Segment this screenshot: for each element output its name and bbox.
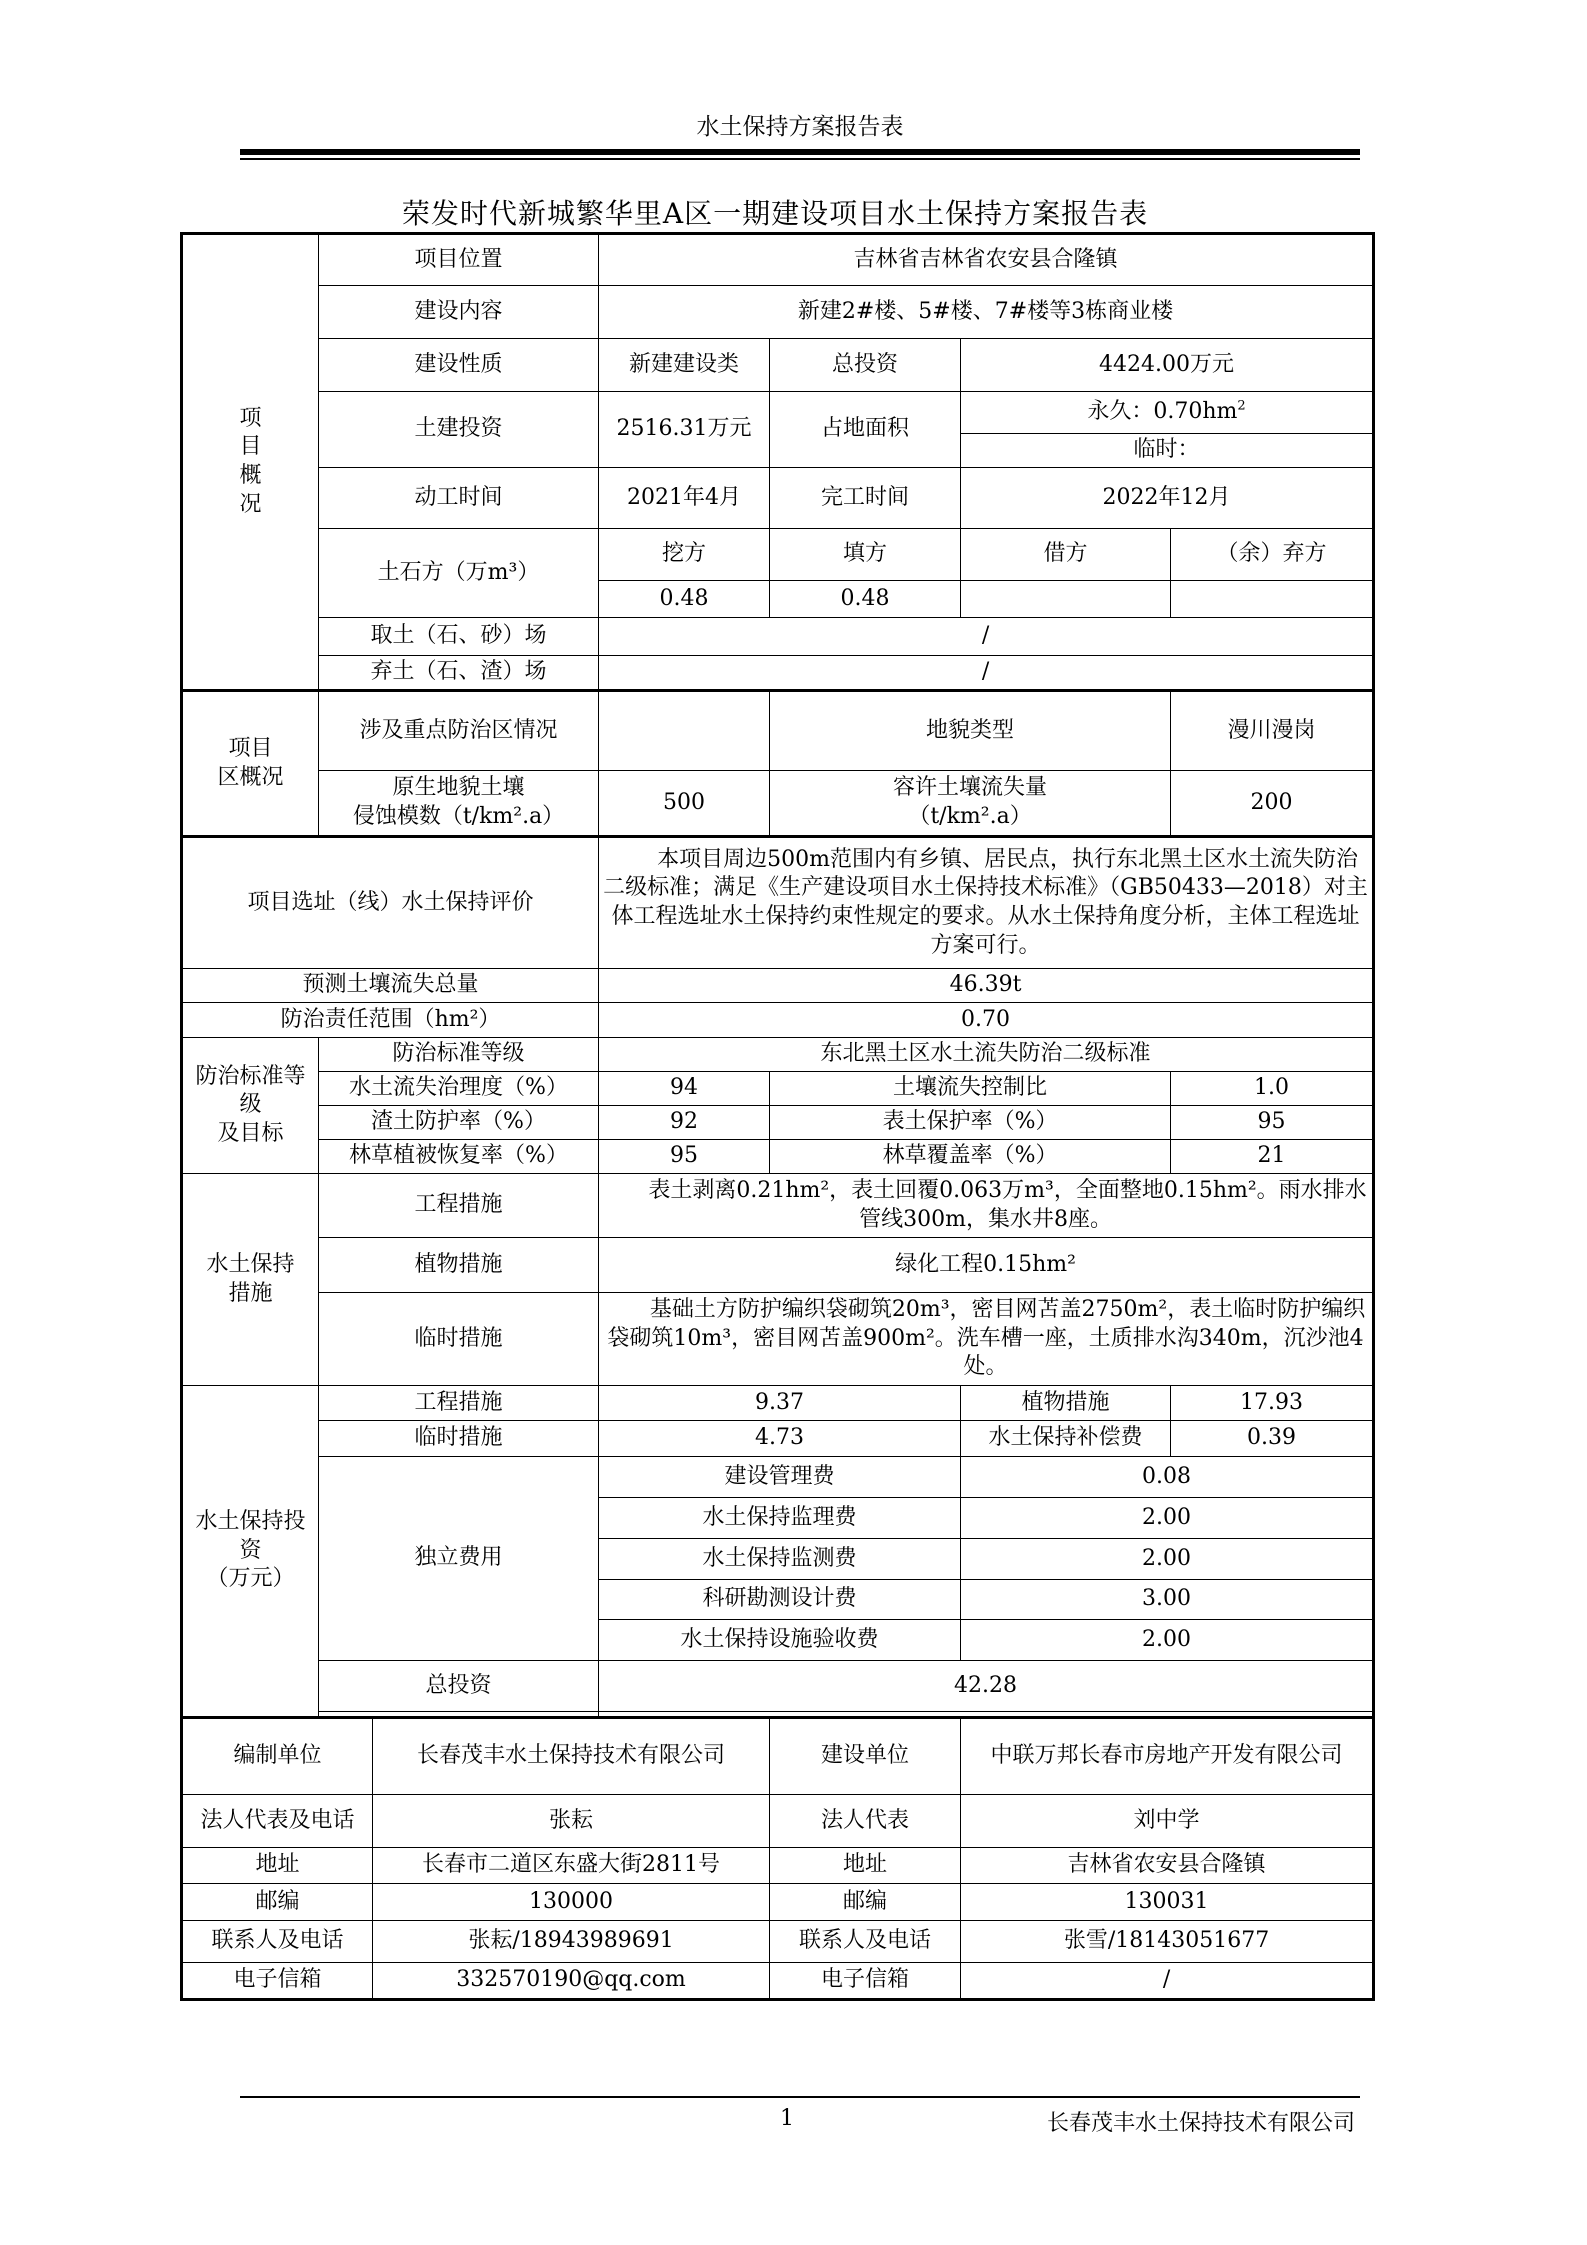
spoil-site-label: 弃土（石、渣）场 xyxy=(319,656,599,691)
allowable-loss-label: 容许土壤流失量 （t/km².a） xyxy=(770,771,1171,837)
running-header: 水土保持方案报告表 xyxy=(696,114,904,140)
target-label: 林草覆盖率（%） xyxy=(770,1140,1171,1174)
landform-label: 地貌类型 xyxy=(770,691,1171,771)
responsibility-value: 0.70 xyxy=(599,1003,1374,1038)
target-value: 95 xyxy=(599,1140,770,1174)
target-value: 95 xyxy=(1171,1106,1374,1140)
row-responsibility xyxy=(182,1003,1374,1038)
indep-fee-label: 独立费用 xyxy=(319,1457,599,1661)
total-invest-value: 4424.00万元 xyxy=(961,339,1374,392)
row-borrow-site xyxy=(182,618,1374,656)
target-label: 土壤流失控制比 xyxy=(770,1072,1171,1106)
indep-item-value: 0.08 xyxy=(961,1457,1374,1498)
overview-section-label: 项 目 概 况 xyxy=(182,234,319,691)
total-invest-label: 总投资 xyxy=(770,339,961,392)
row-site-eval xyxy=(182,837,1374,969)
cut-label: 挖方 xyxy=(599,529,770,581)
builder-label: 建设单位 xyxy=(770,1718,961,1795)
row-zip xyxy=(182,1884,1374,1921)
contact-value: 张雪/18143051677 xyxy=(961,1921,1374,1963)
plant-measure-text: 绿化工程0.15hm² xyxy=(599,1238,1374,1293)
row-units xyxy=(182,1718,1374,1795)
row-civil-invest xyxy=(182,392,1374,434)
spoil-value xyxy=(1171,581,1374,618)
end-label: 完工时间 xyxy=(770,468,961,529)
target-value: 92 xyxy=(599,1106,770,1140)
spoil-label: （余）弃方 xyxy=(1171,529,1374,581)
rep-label: 法人代表 xyxy=(770,1795,961,1848)
email-label: 电子信箱 xyxy=(770,1963,961,2000)
email-label: 电子信箱 xyxy=(182,1963,373,2000)
land-permanent: 永久：$0.70hm^2$ xyxy=(961,392,1374,434)
standard-label: 防治标准等级 xyxy=(319,1038,599,1072)
borrow-site-label: 取土（石、砂）场 xyxy=(319,618,599,656)
key-zone-value xyxy=(599,691,770,771)
row-plant-measure xyxy=(182,1238,1374,1293)
eng-measure-text: 表土剥离0.21hm²，表土回覆0.063万m³，全面整地0.15hm²。雨水排水管线300m，集水井8座。 xyxy=(599,1174,1374,1238)
row-forecast xyxy=(182,969,1374,1003)
indep-item-label: 科研勘测设计费 xyxy=(599,1580,961,1620)
report-table xyxy=(180,232,1375,2001)
indep-item-value: 2.00 xyxy=(961,1498,1374,1539)
contact-label: 联系人及电话 xyxy=(770,1921,961,1963)
row-temp-measure xyxy=(182,1293,1374,1386)
row-earthwork-head xyxy=(182,529,1374,581)
document-title: 荣发时代新城繁华里A区一期建设项目水土保持方案报告表 xyxy=(401,197,1149,230)
end-value: 2022年12月 xyxy=(961,468,1374,529)
rep-phone-value: 张耘 xyxy=(373,1795,770,1848)
target-label: 水土流失治理度（%） xyxy=(319,1072,599,1106)
total-invest-label: 总投资 xyxy=(319,1661,599,1712)
email-value: 332570190@qq.com xyxy=(373,1963,770,2000)
row-legal-rep xyxy=(182,1795,1374,1848)
start-label: 动工时间 xyxy=(319,468,599,529)
header-rule-thin xyxy=(240,158,1360,160)
responsibility-label: 防治责任范围（hm²） xyxy=(182,1003,599,1038)
compiler-value: 长春茂丰水土保持技术有限公司 xyxy=(373,1718,770,1795)
address-label: 地址 xyxy=(182,1848,373,1884)
row-nature xyxy=(182,339,1374,392)
row-key-zone xyxy=(182,691,1374,771)
row-total-invest xyxy=(182,1661,1374,1712)
spoil-site-value: / xyxy=(599,656,1374,691)
footer-rule xyxy=(240,2096,1360,2098)
earthwork-label: 土石方（万m³） xyxy=(319,529,599,618)
invest-comp-label: 水土保持补偿费 xyxy=(961,1421,1171,1457)
borrow-site-value: / xyxy=(599,618,1374,656)
invest-comp-value: 0.39 xyxy=(1171,1421,1374,1457)
row-content xyxy=(182,286,1374,339)
indep-item-value: 2.00 xyxy=(961,1539,1374,1580)
target-label: 渣土防护率（%） xyxy=(319,1106,599,1140)
address-value: 吉林省农安县合隆镇 xyxy=(961,1848,1374,1884)
fill-label: 填方 xyxy=(770,529,961,581)
landform-value: 漫川漫岗 xyxy=(1171,691,1374,771)
rep-value: 刘中学 xyxy=(961,1795,1374,1848)
nature-value: 新建建设类 xyxy=(599,339,770,392)
land-area-label: 占地面积 xyxy=(770,392,961,468)
indep-item-label: 水土保持监测费 xyxy=(599,1539,961,1580)
target-label: 表土保护率（%） xyxy=(770,1106,1171,1140)
row-spoil-site xyxy=(182,656,1374,691)
location-value: 吉林省吉林省农安县合隆镇 xyxy=(599,234,1374,286)
invest-temp-value: 4.73 xyxy=(599,1421,961,1457)
nature-label: 建设性质 xyxy=(319,339,599,392)
target-label: 林草植被恢复率（%） xyxy=(319,1140,599,1174)
allowable-loss-value: 200 xyxy=(1171,771,1374,837)
contact-value: 张耘/18943989691 xyxy=(373,1921,770,1963)
row-email xyxy=(182,1963,1374,2000)
zip-value: 130031 xyxy=(961,1884,1374,1921)
invest-plant-value: 17.93 xyxy=(1171,1386,1374,1421)
header-rule-thick xyxy=(240,149,1360,155)
row-target-2 xyxy=(182,1106,1374,1140)
erosion-value: 500 xyxy=(599,771,770,837)
site-eval-label: 项目选址（线）水土保持评价 xyxy=(182,837,599,969)
location-label: 项目位置 xyxy=(319,234,599,286)
content-label: 建设内容 xyxy=(319,286,599,339)
invest-eng-label: 工程措施 xyxy=(319,1386,599,1421)
contact-label: 联系人及电话 xyxy=(182,1921,373,1963)
email-value: / xyxy=(961,1963,1374,2000)
start-value: 2021年4月 xyxy=(599,468,770,529)
plant-measure-label: 植物措施 xyxy=(319,1238,599,1293)
zip-label: 邮编 xyxy=(182,1884,373,1921)
row-schedule xyxy=(182,468,1374,529)
row-indep-fee xyxy=(182,1457,1374,1498)
measures-section-label: 水土保持 措施 xyxy=(182,1174,319,1386)
targets-section-label: 防治标准等 级 及目标 xyxy=(182,1038,319,1174)
target-value: 21 xyxy=(1171,1140,1374,1174)
forecast-value: 46.39t xyxy=(599,969,1374,1003)
invest-eng-value: 9.37 xyxy=(599,1386,961,1421)
row-contact xyxy=(182,1921,1374,1963)
zip-value: 130000 xyxy=(373,1884,770,1921)
site-eval-text: 本项目周边500m范围内有乡镇、居民点，执行东北黑土区水土流失防治二级标准；满足《生产建设项目水土保持技术标准》（GB50433—2018）对主体工程选址水土保持约束性规定的要求。从水土保持角度分析，主体工程选址方案可行。 xyxy=(599,837,1374,969)
indep-item-label: 建设管理费 xyxy=(599,1457,961,1498)
row-address xyxy=(182,1848,1374,1884)
target-value: 1.0 xyxy=(1171,1072,1374,1106)
address-value: 长春市二道区东盛大街2811号 xyxy=(373,1848,770,1884)
invest-temp-label: 临时措施 xyxy=(319,1421,599,1457)
zip-label: 邮编 xyxy=(770,1884,961,1921)
investment-section-label: 水土保持投 资 （万元） xyxy=(182,1386,319,1718)
row-invest-1 xyxy=(182,1386,1374,1421)
footer-company: 长春茂丰水土保持技术有限公司 xyxy=(1046,2111,1355,2136)
forecast-label: 预测土壤流失总量 xyxy=(182,969,599,1003)
temp-measure-text: 基础土方防护编织袋砌筑20m³，密目网苫盖2750m²，表土临时防护编织袋砌筑10m³，密目网苫盖900m²。洗车槽一座，土质排水沟340m，沉沙池4处。 xyxy=(599,1293,1374,1386)
builder-value: 中联万邦长春市房地产开发有限公司 xyxy=(961,1718,1374,1795)
rep-phone-label: 法人代表及电话 xyxy=(182,1795,373,1848)
row-erosion xyxy=(182,771,1374,837)
target-value: 94 xyxy=(599,1072,770,1106)
page-number: 1 xyxy=(780,2106,794,2131)
civil-invest-label: 土建投资 xyxy=(319,392,599,468)
erosion-label: 原生地貌土壤 侵蚀模数（t/km².a） xyxy=(319,771,599,837)
row-target-1 xyxy=(182,1072,1374,1106)
row-invest-2 xyxy=(182,1421,1374,1457)
key-zone-label: 涉及重点防治区情况 xyxy=(319,691,599,771)
borrow-value xyxy=(961,581,1171,618)
area-section-label: 项目 区概况 xyxy=(182,691,319,837)
compiler-label: 编制单位 xyxy=(182,1718,373,1795)
content-value: 新建2#楼、5#楼、7#楼等3栋商业楼 xyxy=(599,286,1374,339)
borrow-label: 借方 xyxy=(961,529,1171,581)
temp-measure-label: 临时措施 xyxy=(319,1293,599,1386)
civil-invest-value: 2516.31万元 xyxy=(599,392,770,468)
cut-value: 0.48 xyxy=(599,581,770,618)
fill-value: 0.48 xyxy=(770,581,961,618)
row-location xyxy=(182,234,1374,286)
total-invest-value: 42.28 xyxy=(599,1661,1374,1712)
row-eng-measure xyxy=(182,1174,1374,1238)
standard-value: 东北黑土区水土流失防治二级标准 xyxy=(599,1038,1374,1072)
indep-item-value: 3.00 xyxy=(961,1580,1374,1620)
invest-plant-label: 植物措施 xyxy=(961,1386,1171,1421)
address-label: 地址 xyxy=(770,1848,961,1884)
indep-item-label: 水土保持设施验收费 xyxy=(599,1620,961,1661)
row-standard xyxy=(182,1038,1374,1072)
eng-measure-label: 工程措施 xyxy=(319,1174,599,1238)
indep-item-label: 水土保持监理费 xyxy=(599,1498,961,1539)
indep-item-value: 2.00 xyxy=(961,1620,1374,1661)
land-temporary: 临时： xyxy=(961,434,1374,468)
row-target-3 xyxy=(182,1140,1374,1174)
